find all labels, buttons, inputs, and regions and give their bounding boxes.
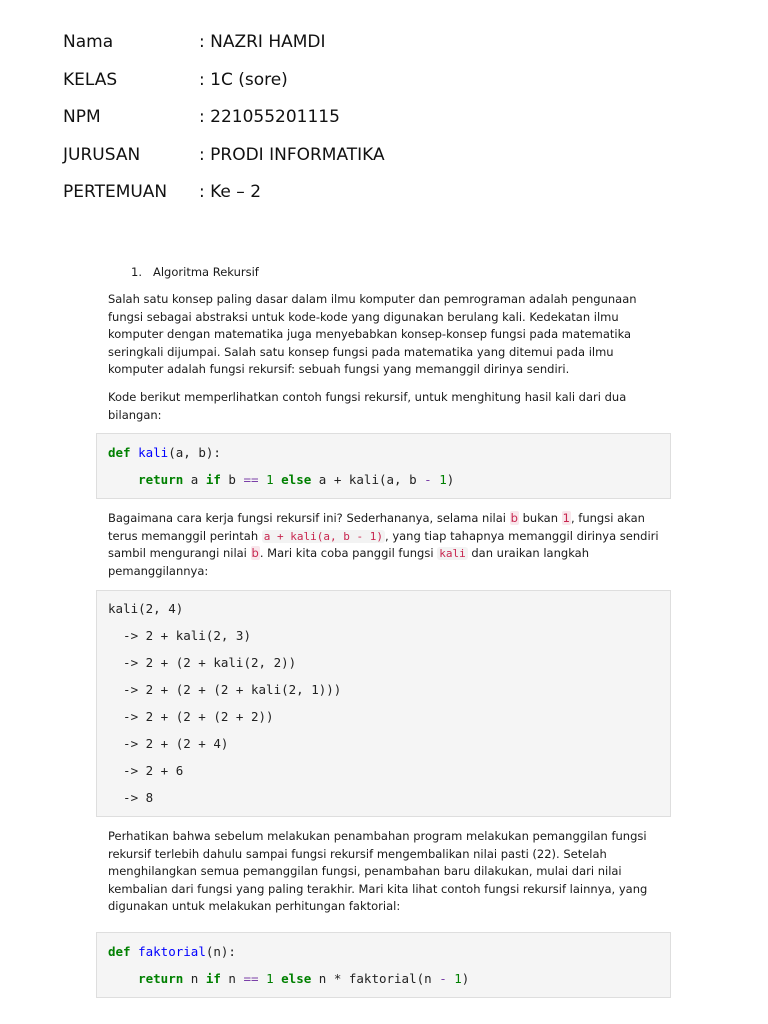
info-row-pertemuan	[63, 180, 385, 218]
code-line: -> 2 + (2 + kali(2, 2))	[108, 655, 297, 670]
info-value: : 1C (sore)	[199, 69, 288, 90]
code-text: a	[183, 472, 206, 487]
code-line	[108, 444, 221, 462]
code-keyword: else	[281, 472, 312, 487]
text-run: Bagaimana cara kerja fungsi rekursif ini? Sederhananya, selama nilai	[108, 511, 510, 525]
info-label: KELAS	[63, 69, 118, 90]
code-function-name: kali	[138, 445, 169, 460]
code-keyword: return	[138, 971, 184, 986]
code-line	[108, 943, 236, 961]
code-line	[108, 471, 454, 489]
inline-code: kali	[439, 547, 466, 560]
info-value: : PRODI INFORMATIKA	[199, 144, 385, 165]
text-run: , yang tiap tahapnya memanggil dirinya sendiri sambil mengurangi nilai	[108, 528, 659, 560]
code-function-name: faktorial	[138, 944, 206, 959]
paragraph-explanation	[108, 510, 668, 580]
text-run: dan uraikan langkah pemanggilannya:	[108, 546, 589, 578]
student-info-header	[63, 30, 385, 218]
code-line: -> 8	[108, 790, 154, 805]
paragraph-code-intro: Kode berikut memperlihatkan contoh fungsi rekursif, untuk menghitung hasil kali dari dua bilangan:	[108, 390, 627, 422]
code-operator: -	[439, 971, 447, 986]
code-text: )	[446, 472, 455, 487]
section-heading	[131, 265, 259, 279]
info-label: Nama	[63, 32, 114, 52]
code-line: -> 2 + kali(2, 3)	[108, 628, 251, 643]
code-block-trace	[96, 590, 671, 817]
code-text: (a, b):	[168, 445, 221, 460]
code-keyword: if	[205, 472, 221, 487]
code-number: 1	[266, 472, 274, 487]
code-keyword: else	[281, 971, 312, 986]
code-line: -> 2 + 6	[108, 763, 184, 778]
code-keyword: if	[205, 971, 221, 986]
inline-code: a + kali(a, b - 1)	[263, 529, 384, 543]
text-run: , fungsi akan terus memanggil perintah	[108, 511, 645, 543]
paragraph-intro: Salah satu konsep paling dasar dalam ilmu komputer dan pemrograman adalah pengunaan fungsi sebagai abstraksi untuk kode-kode yang digunakan berulang kali. Kedekatan ilmu komputer dengan matematika juga menyebabkan konsep-konsep fungsi pada matematika seringkali dijumpai. Salah satu konsep fungsi pada matematika yang ditemui pada ilmu komputer adalah fungsi rekursif: sebuah fungsi yang memanggil dirinya sendiri.	[108, 292, 637, 376]
inline-code: b	[251, 546, 259, 560]
paragraph-factorial-intro: Perhatikan bahwa sebelum melakukan penambahan program melakukan pemanggilan fungsi rekursif terlebih dahulu sampai fungsi rekursif mengembalikan nilai pasti (22). Setelah menghilangkan semua pemanggilan fungsi, penambahan baru dilakukan, mulai dari nilai kembalian dari fungsi yang paling terakhir. Mari kita lihat contoh fungsi rekursif lainnya, yang digunakan untuk melakukan perhitungan faktorial:	[108, 829, 648, 913]
info-value: : NAZRI HAMDI	[199, 32, 326, 52]
code-number: 1	[439, 472, 447, 487]
info-label: PERTEMUAN	[63, 182, 168, 202]
code-keyword: def	[108, 944, 131, 959]
code-line	[108, 970, 469, 988]
inline-code: b	[510, 511, 518, 525]
code-line: -> 2 + (2 + (2 + 2))	[108, 709, 274, 724]
info-row-jurusan	[63, 143, 385, 181]
code-text: )	[461, 971, 470, 986]
text-run: . Mari kita coba panggil fungsi	[259, 546, 438, 560]
code-line: -> 2 + (2 + (2 + kali(2, 1)))	[108, 682, 342, 697]
info-label: NPM	[63, 107, 101, 127]
code-operator: ==	[243, 971, 259, 986]
code-block-kali	[96, 433, 671, 499]
code-text: n * faktorial(n	[311, 971, 440, 986]
info-value: : 221055201115	[199, 107, 340, 127]
code-operator: -	[424, 472, 432, 487]
code-text: n	[183, 971, 206, 986]
code-block-faktorial	[96, 932, 671, 998]
section-title: Algoritma Rekursif	[153, 265, 259, 279]
code-keyword: return	[138, 472, 184, 487]
code-number: 1	[266, 971, 274, 986]
code-keyword: def	[108, 445, 131, 460]
code-line: kali(2, 4)	[108, 601, 184, 616]
section-number: 1.	[131, 265, 142, 279]
code-operator: ==	[243, 472, 259, 487]
info-value: : Ke – 2	[199, 182, 262, 202]
code-number: 1	[454, 971, 462, 986]
code-text: a + kali(a, b	[311, 472, 425, 487]
inline-code: 1	[562, 511, 570, 525]
code-text: b	[220, 472, 244, 487]
info-row-kelas	[63, 68, 385, 106]
info-label: JURUSAN	[63, 144, 141, 165]
text-run: bukan	[518, 511, 562, 525]
info-row-npm	[63, 105, 385, 143]
code-text: n	[220, 971, 244, 986]
code-text: (n):	[205, 944, 236, 959]
code-line: -> 2 + (2 + 4)	[108, 736, 229, 751]
info-row-nama	[63, 30, 385, 68]
